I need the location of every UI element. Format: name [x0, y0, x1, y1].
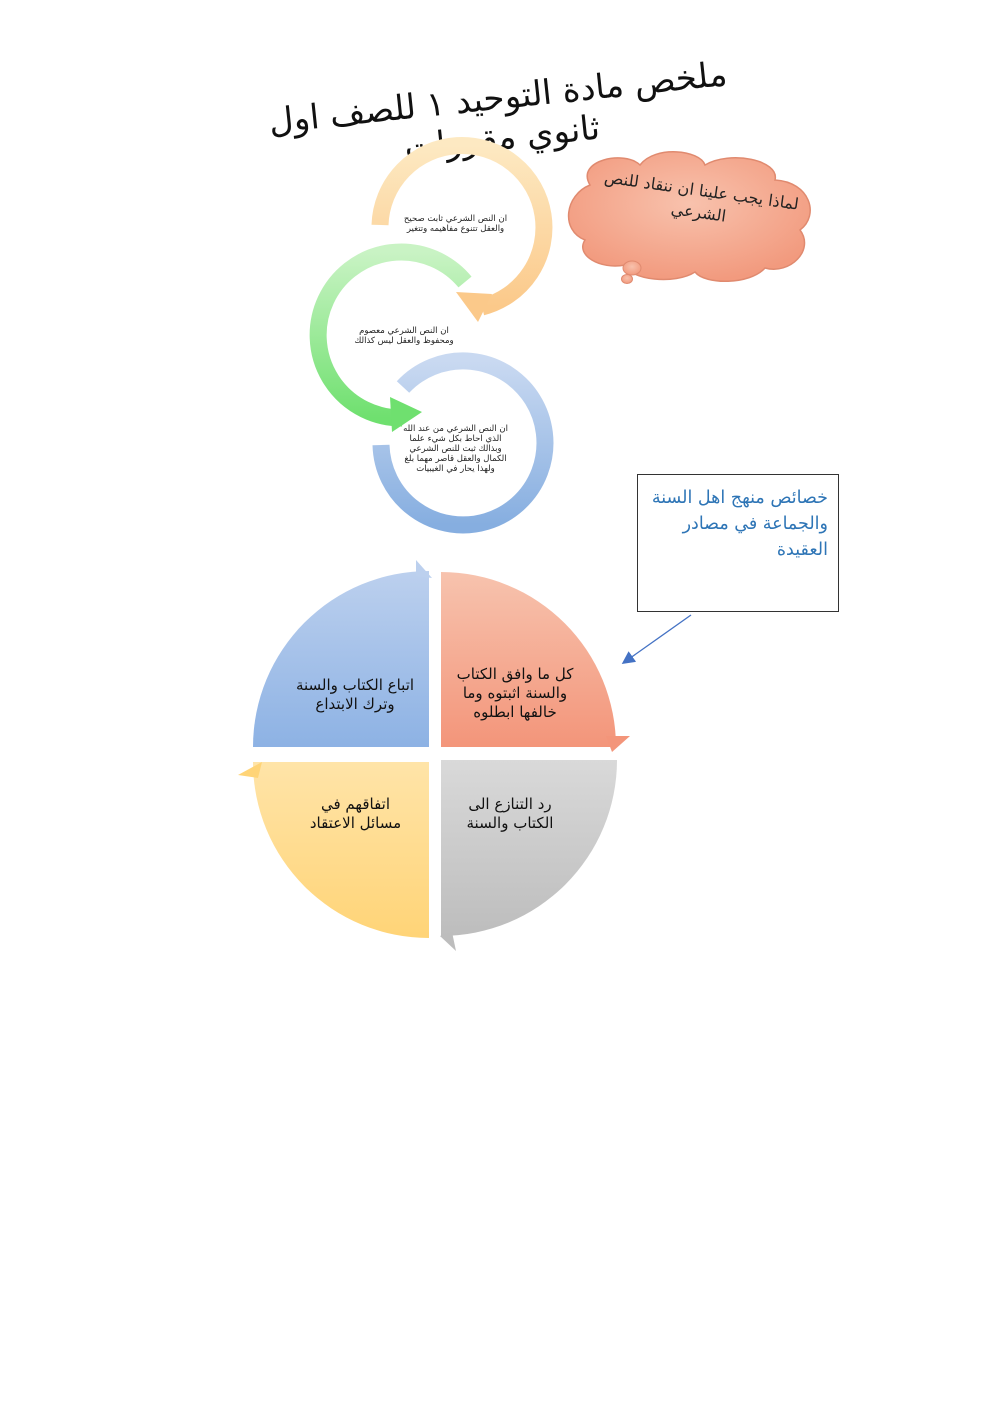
quadrant-top-right-text: كل ما وافق الكتاب والسنة اثبتوه وما خالفها ابطلوه [456, 665, 574, 721]
quadrant-top-left [253, 560, 432, 747]
page-title: ملخص مادة التوحيد ١ للصف اول ثانوي مقررات [266, 54, 730, 169]
quadrant-bottom-right [440, 760, 617, 951]
quadrant-bottom-left-text: اتفاقهم في مسائل الاعتقاد [309, 795, 402, 832]
cloud-text: لماذا يجب علينا ان ننقاد للنص الشرعي [603, 167, 800, 226]
arc-blue-text: ان النص الشرعي من عند الله الذي احاط بكل شيء علما وبذالك ثبت للنص الشرعي الكمال والعقل قاصر مهما بلغ ولهذا يحار في الغيبيات [403, 424, 508, 474]
quadrant-bottom-right-text: رد التنازع الى الكتاب والسنة [466, 795, 554, 832]
callout-box [637, 474, 839, 612]
arc-green-text: ان النص الشرعي معصوم ومحفوظ والعقل ليس كذالك [354, 326, 454, 346]
callout-arrow [626, 615, 691, 661]
quadrant-top-left-text: اتباع الكتاب والسنة وترك الابتداع [295, 676, 415, 713]
quadrant-bottom-left [238, 762, 429, 938]
arc-orange-text: ان النص الشرعي ثابت صحيح والعقل تتنوع مفاهيمه وتتغير [403, 214, 508, 234]
callout-text: خصائص منهج اهل السنة والجماعة في مصادر العقيدة [651, 488, 828, 560]
quadrant-top-right [441, 572, 630, 752]
